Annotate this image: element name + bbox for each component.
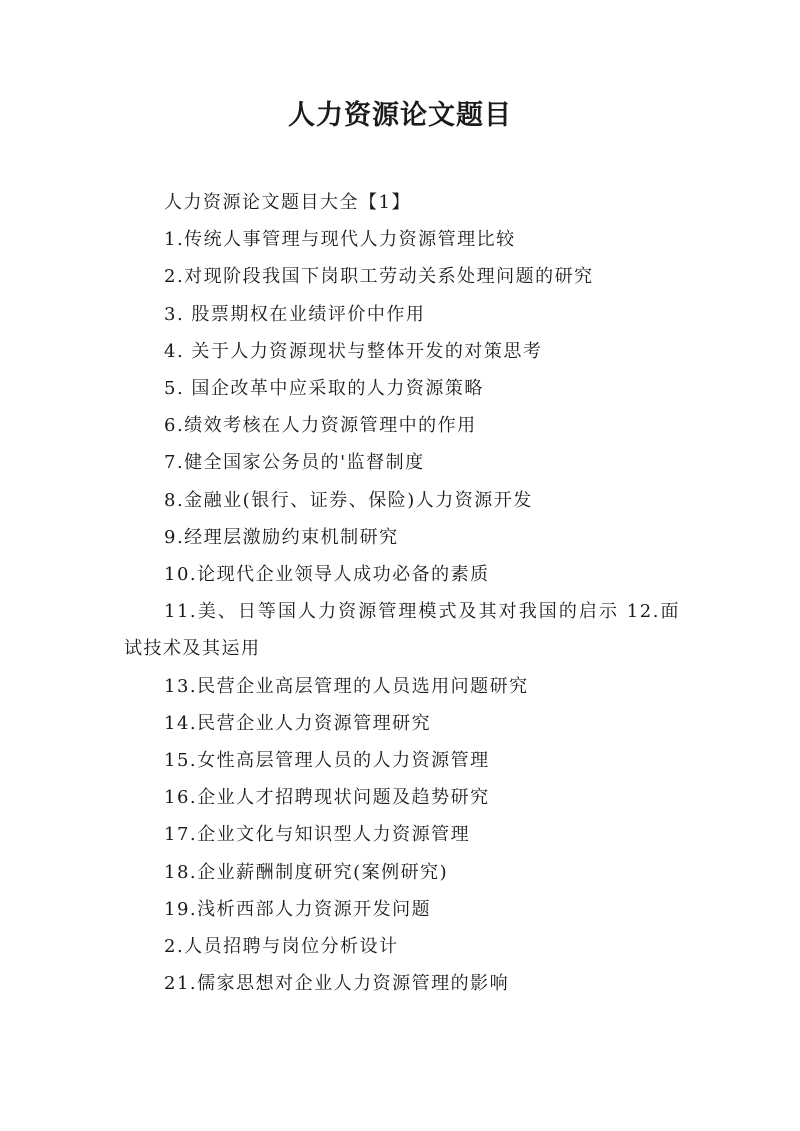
list-item: 19.浅析西部人力资源开发问题 — [164, 898, 432, 920]
list-item: 7.健全国家公务员的'监督制度 — [164, 452, 425, 474]
document-title: 人力资源论文题目 — [288, 100, 512, 131]
list-item: 9.经理层激励约束机制研究 — [164, 526, 399, 548]
list-item: 2.对现阶段我国下岗职工劳动关系处理问题的研究 — [164, 266, 594, 288]
list-item: 17.企业文化与知识型人力资源管理 — [164, 824, 471, 846]
list-item: 14.民营企业人力资源管理研究 — [164, 712, 432, 734]
list-item-wrapped: 11.美、日等国人力资源管理模式及其对我国的启示 12.面试技术及其运用 — [124, 601, 680, 660]
list-item: 8.金融业(银行、证券、保险)人力资源开发 — [164, 489, 533, 511]
list-item: 10.论现代企业领导人成功必备的素质 — [164, 564, 490, 586]
document-body — [124, 184, 680, 1002]
list-item: 2.人员招聘与岗位分析设计 — [164, 936, 399, 958]
list-item: 1.传统人事管理与现代人力资源管理比较 — [164, 229, 516, 251]
list-item: 18.企业薪酬制度研究(案例研究) — [164, 861, 449, 883]
list-item: 15.女性高层管理人员的人力资源管理 — [164, 750, 490, 772]
section-heading: 人力资源论文题目大全【1】 — [164, 192, 411, 213]
list-item: 16.企业人才招聘现状问题及趋势研究 — [164, 787, 490, 809]
list-item: 6.绩效考核在人力资源管理中的作用 — [164, 415, 477, 437]
list-item: 3. 股票期权在业绩评价中作用 — [164, 303, 426, 325]
list-item: 5. 国企改革中应采取的人力资源策略 — [164, 378, 484, 400]
list-item: 13.民营企业高层管理的人员选用问题研究 — [164, 675, 529, 697]
list-item: 21.儒家思想对企业人力资源管理的影响 — [164, 973, 510, 995]
list-item: 4. 关于人力资源现状与整体开发的对策思考 — [164, 340, 543, 362]
